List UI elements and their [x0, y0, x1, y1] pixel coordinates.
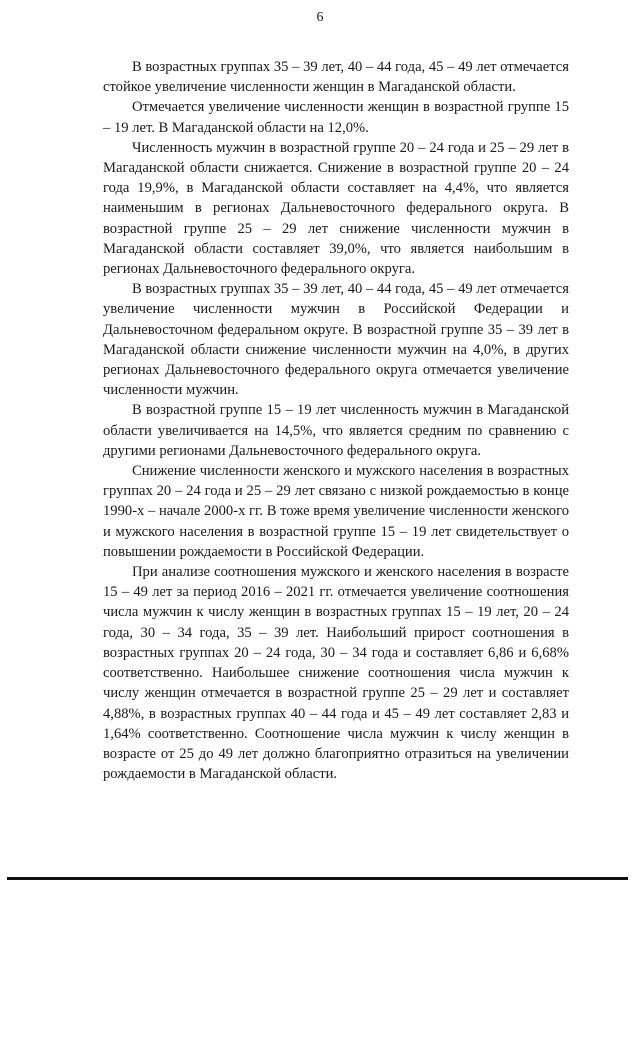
- paragraph: В возрастной группе 15 – 19 лет численность мужчин в Магаданской области увеличивается на 14,5%, что является средним по сравнению с другими регионами Дальневосточного федерального округа.: [103, 402, 569, 459]
- paragraph: В возрастных группах 35 – 39 лет, 40 – 44 года, 45 – 49 лет отмечается стойкое увеличение численности женщин в Магаданской области.: [103, 59, 569, 96]
- paragraph: В возрастных группах 35 – 39 лет, 40 – 44 года, 45 – 49 лет отмечается увеличение численности мужчин в Российской Федерации и Дальневосточном федеральном округе. В возрастной группе 35 – 39 лет в Магаданской области снижение численности мужчин на 4,0%, в других регионах Дальневосточного федерального округа отмечается увеличение численности мужчин.: [103, 281, 569, 399]
- paragraph: Отмечается увеличение численности женщин в возрастной группе 15 – 19 лет. В Магаданской области на 12,0%.: [103, 99, 569, 136]
- paragraph: При анализе соотношения мужского и женского населения в возрасте 15 – 49 лет за период 2016 – 2021 гг. отмечается увеличение соотношения числа мужчин к числу женщин в возрастных группах 15 – 19 лет, 20 – 24 года, 30 – 34 года, 35 – 39 лет. Наибольший прирост соотношения в возрастных группах 20 – 24 года, 30 – 34 года и составляет 6,86 и 6,68% соответственно. Наибольшее снижение соотношения числа мужчин к числу женщин отмечается в возрастной группе 25 – 29 лет и составляет 4,88%, в возрастных группах 40 – 44 года и 45 – 49 лет составляет 2,83 и 1,64% соответственно. Соотношение числа мужчин к числу женщин в возрасте от 25 до 49 лет должно благоприятно отразиться на увеличении рождаемости в Магаданской области.: [103, 564, 569, 783]
- document-body: [103, 57, 569, 784]
- paragraph: Снижение численности женского и мужского населения в возрастных группах 20 – 24 года и 25 – 29 лет связано с низкой рождаемостью в конце 1990-х – начале 2000-х гг. В тоже время увеличение численности женского и мужского населения в возрастной группе 15 – 19 лет свидетельствует о повышении рождаемости в Российской Федерации.: [103, 463, 569, 560]
- page-number: 6: [316, 10, 324, 25]
- paragraph: Численность мужчин в возрастной группе 20 – 24 года и 25 – 29 лет в Магаданской области снижается. Снижение в возрастной группе 20 – 24 года 19,9%, в Магаданской области составляет на 4,4%, что является наименьшим в регионах Дальневосточного федерального округа. В возрастной группе 25 – 29 лет снижение численности мужчин в Магаданской области составляет 39,0%, что является наибольшим в регионах Дальневосточного федерального округа.: [103, 139, 569, 278]
- footer-divider: [7, 877, 628, 880]
